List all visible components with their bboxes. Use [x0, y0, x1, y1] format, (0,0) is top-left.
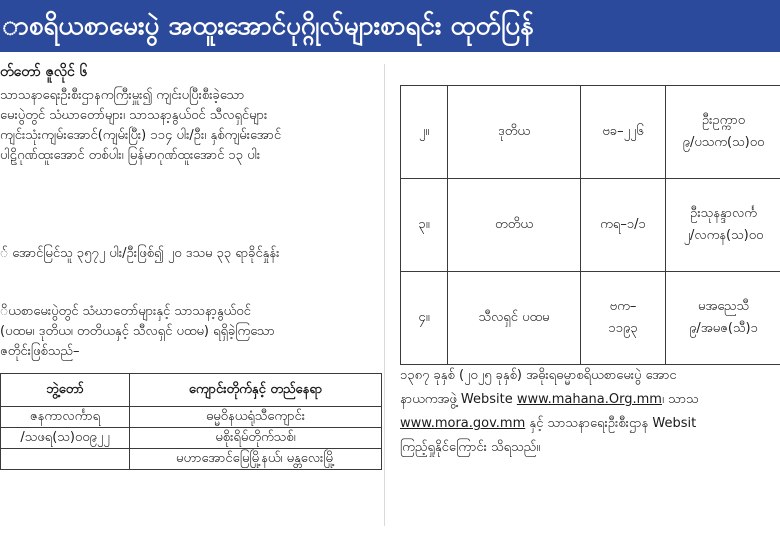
column-header: ကျောင်းတိုက်နှင့် တည်နေရာ	[130, 374, 382, 407]
rank-cell: တတိယ	[448, 179, 581, 272]
results-note	[400, 364, 780, 460]
note-line	[400, 388, 780, 412]
paragraph-line: ပါဠိဂုဏ်ထူးအောင် တစ်ပါး၊ မြန်မာဂုဏ်ထူးအောင် ၁၃ ပါး	[0, 148, 261, 163]
row-number: ၂။	[401, 86, 448, 179]
winners-table-right	[400, 85, 780, 365]
note-line: ကြည့်ရှုနိုင်ကြောင်း သိရသည်။	[400, 440, 541, 455]
roll-number-cell: ကရ–၁/၁	[581, 179, 666, 272]
table-cell: /သဖရ(သ)၀၀၉၂၂	[1, 428, 130, 449]
nun-id: ၉/အမဇ(သီ)၁	[689, 321, 758, 336]
table-cell: မစိုးရိမ်တိုက်သစ်၊	[130, 428, 382, 449]
table-row	[1, 428, 382, 449]
table-row	[401, 86, 780, 179]
dateline: တ်တော် ဇူလိုင် ၆	[0, 64, 88, 80]
mora-website-link[interactable]: www.mora.gov.mm	[400, 416, 526, 431]
table-row	[401, 179, 780, 272]
name-cell	[666, 86, 780, 179]
headline-banner	[0, 0, 780, 52]
paragraph-line: သာသနာရေးဦးစီးဌာနကကြီးမှူး၍ ကျင်းပပြီးစီးခဲ့သော	[0, 88, 245, 103]
note-line: ၁၃၈၇ ခုနှစ် (၂၀၂၅ ခုနှစ်) အဓိုးရဓမ္မာစရိယစာမေးပွဲ အောင	[400, 368, 677, 383]
mahana-website-link[interactable]: www.mahana.Org.mm	[516, 392, 662, 407]
column-divider	[384, 64, 385, 526]
monk-name: ဦးဥက္ကာဝ	[701, 113, 746, 128]
paragraph-line: (ပထမ၊ ဒုတိယ၊ တတိယနှင့် သီလရှင် ပထမ) ရရှိခဲ့ကြသော	[0, 324, 275, 339]
paragraph-line: ကျင်းသုံးကျမ်းအောင်(ကျမ်းပြီး) ၁၁၄ ပါး/ဦး၊ နှစ်ကျမ်းအောင်	[0, 128, 282, 143]
table-header-row	[1, 374, 382, 407]
note-text: နှင့် သာသနာရေးဦးစီးဌာန Websit	[525, 416, 697, 431]
column-header: ဘွဲ့တော်	[1, 374, 130, 407]
paragraph-line: မေးပွဲတွင် သံဃာတော်များ၊ သာသနာ့နွယ်ဝင် သီလရှင်များ	[0, 108, 268, 123]
roll-number-line: ၁၁၉၃	[608, 321, 638, 336]
headline-title: ာစရိယစာမေးပွဲ အထူးအောင်ပုဂ္ဂိုလ်များစာရင်း ထုတ်ပြန်	[2, 11, 534, 41]
table-cell: မဟာအောင်မြေမြို့နယ်၊ မန္တလေးမြို့	[130, 449, 382, 470]
monk-name: ဦးသုနန္ဒာလင်္က	[690, 206, 757, 221]
table-cell: ဇနကာလင်္ကာရ	[1, 407, 130, 428]
table-cell: ဓမ္မဝိနယရုံသီကျောင်း	[130, 407, 382, 428]
winners-table-left	[0, 373, 382, 470]
name-cell	[666, 272, 780, 365]
roll-number-cell: ဗခ–၂၂၆	[581, 86, 666, 179]
table-row	[1, 449, 382, 470]
paragraph-line: ် အောင်မြင်သူ ၃၅၇၂ ပါး/ဦးဖြစ်၍ ၂၀ ဒသမ ၃၃ ရာခိုင်နှုန်း	[0, 246, 280, 261]
paragraph-line: ိယစာမေးပွဲတွင် သံဃာတော်များနှင့် သာသနာ့နွယ်ဝင်	[0, 304, 251, 319]
roll-number-cell	[581, 272, 666, 365]
note-text: နာယကအဖွဲ့ Website	[400, 392, 517, 407]
roll-number-line: ဗက–	[609, 299, 637, 314]
rank-cell: ဒုတိယ	[448, 86, 581, 179]
name-cell	[666, 179, 780, 272]
row-number: ၃။	[401, 179, 448, 272]
rank-cell: သီလရှင် ပထမ	[448, 272, 581, 365]
paragraph-2	[0, 244, 279, 264]
note-text: ၊ သာသ	[661, 392, 699, 407]
note-line	[400, 412, 780, 436]
row-number: ၄။	[401, 272, 448, 365]
paragraph-3	[0, 302, 275, 362]
table-cell	[1, 449, 130, 470]
table-row	[401, 272, 780, 365]
monk-id: ၂/လကန(သ)၀၀	[683, 228, 764, 243]
table-row	[1, 407, 382, 428]
monk-id: ၉/ပသက(သ)၀၀	[682, 135, 765, 150]
paragraph-line: ဇတိုင်းဖြစ်သည်–	[0, 344, 80, 359]
paragraph-1	[0, 86, 281, 166]
nun-name: မအညေသီ	[697, 299, 750, 314]
